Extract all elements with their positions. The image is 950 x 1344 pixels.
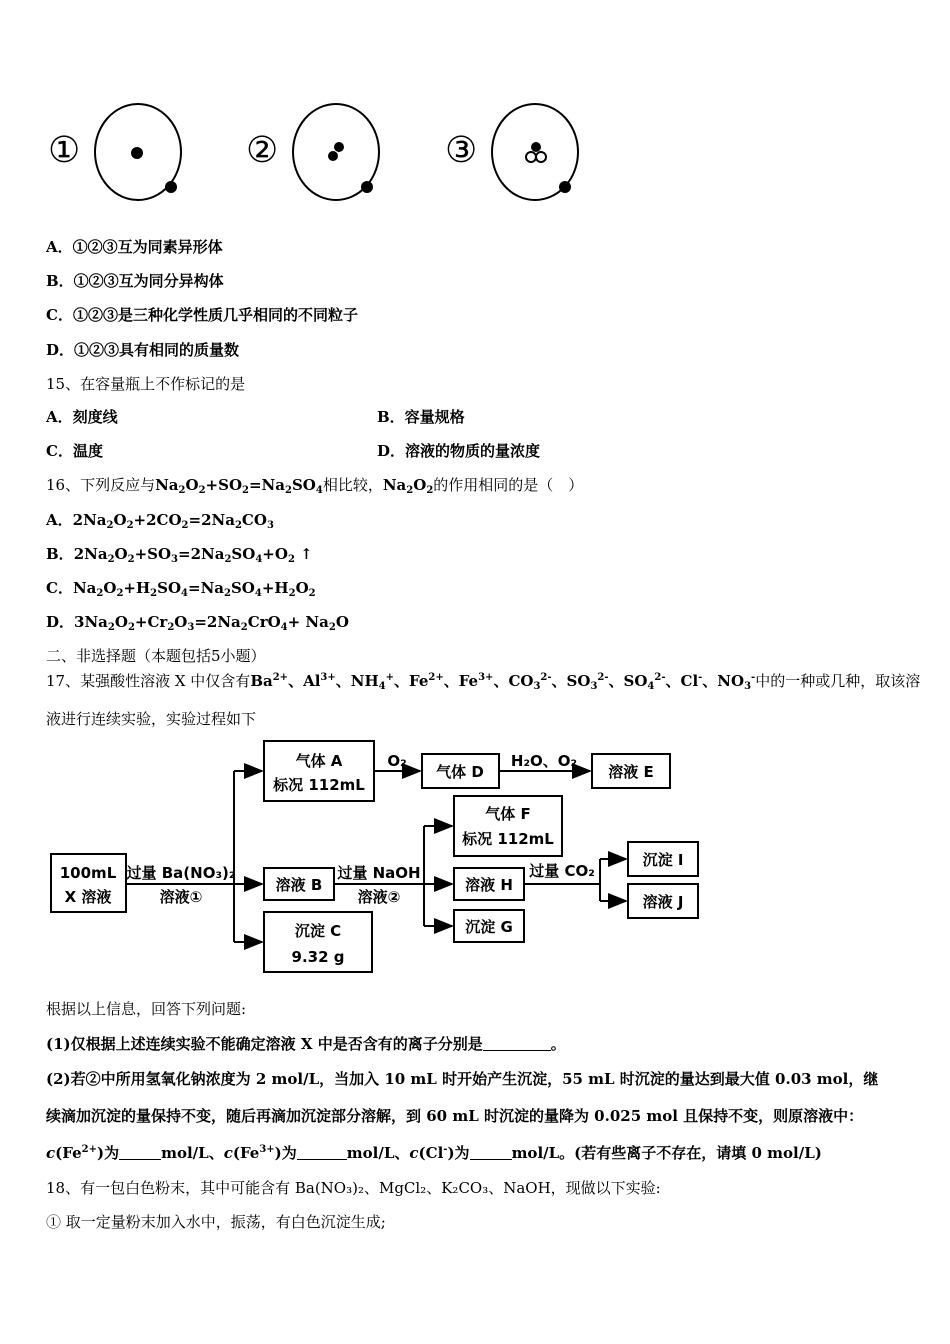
o2-label: O₂ [387,752,407,770]
gas-f-line1: 气体 F [485,805,531,823]
x-sol-line2: X 溶液 [64,888,112,906]
reagent1-top: 过量 Ba(NO₃)₂ [126,864,236,882]
q14-option-b: B．①②③互为同分异构体 [46,272,224,290]
gas-a-line1: 气体 A [295,752,343,770]
q15-stem: 15、在容量瓶上不作标记的是 [46,375,246,393]
reagent2-top: 过量 NaOH [337,864,421,882]
atom-nucleus-3b [526,152,536,162]
q17-stem-line2: 液进行连续实验，实验过程如下 [46,710,257,728]
q14-option-c: C．①②③是三种化学性质几乎相同的不同粒子 [46,306,358,324]
answer-blank-fe3[interactable] [297,1145,347,1160]
ppt-c-line1: 沉淀 C [294,922,342,940]
reagent1-bottom: 溶液① [159,888,203,906]
atom-nucleus-3c [536,152,546,162]
q17-part2-line2: 续滴加沉淀的量保持不变，随后再滴加沉淀部分溶解，到 60 mL 时沉淀的量降为 0.025 mol 且保持不变，则原溶液中： [46,1107,864,1125]
q18-step1: ① 取一定量粉末加入水中，振荡，有白色沉淀生成; [46,1213,386,1231]
q14-option-a: A．①②③互为同素异形体 [46,238,223,256]
atom-label-2: ② [246,130,279,171]
q16-stem: 16、下列反应与$Na_2O_2+SO_2=Na_2SO_4$相比较，$Na_2O_2$的作用相同的是（ ） [46,476,584,496]
gas-d-label: 气体 D [436,763,484,781]
q17-stem-line1: 17、某强酸性溶液 X 中仅含有$Ba^{2+}$、$Al^{3+}$、$NH_4^+$、$Fe^{2+}$、$Fe^{3+}$、$CO_3^{2-}$、$SO_3^{2-}$、$SO_4^{2-}$、Cl-、$NO_3^-$中的一种或几种，取该溶 [46,672,921,692]
q16-option-d: D．$3Na_2O_2+Cr_2O_3=2Na_2CrO_4+ Na_2O$ [46,613,349,633]
sol-j-label: 溶液 J [642,893,684,911]
q16-option-c: C．$Na_2O_2+H_2SO_4=Na_2SO_4+H_2O_2$ [46,579,316,599]
gas-f-line2: 标况 112mL [462,830,554,848]
h2o-o2-label: H₂O、O₂ [510,752,578,770]
sol-b-label: 溶液 B [275,876,323,894]
q17-part2-line3: $c(Fe^{2+})$为 mol/L、$c(Fe^{3+})$为 mol/L、c(Cl-)为 mol/L。(若有些离子不存在，请填 0 mol/L) [46,1144,822,1162]
atom-electron-1 [165,181,177,193]
q16-stem-start: 16、下列反应与 [46,476,156,494]
sol-e-label: 溶液 E [608,763,654,781]
ppt-c-line2: 9.32 g [291,948,345,966]
atom-nucleus-3a [531,142,541,152]
q15-option-c: C．温度 [46,442,103,460]
q17-part2-line1: (2)若②中所用氢氧化钠浓度为 2 mol/L，当加入 10 mL 时开始产生沉淀，55 mL 时沉淀的量达到最大值 0.03 mol，继 [46,1070,879,1088]
q16-stem-mid: 相比较， [322,476,383,494]
q17-intro: 根据以上信息，回答下列问题: [46,1000,247,1018]
section-2-title: 二、非选择题（本题包括5小题） [46,647,266,665]
sol-h-label: 溶液 H [465,876,513,894]
atom-nucleus-2a [328,151,338,161]
q15-option-b: B．容量规格 [377,408,465,426]
ppt-i-label: 沉淀 I [642,851,684,869]
atom-electron-3 [559,181,571,193]
q15-option-a: A．刻度线 [46,408,118,426]
atom-diagrams [40,100,600,210]
co2-label: 过量 CO₂ [529,862,595,880]
answer-blank-cl[interactable] [470,1145,512,1160]
flowchart [46,736,711,976]
q16-option-a: A．$2Na_2O_2+2CO_2=2Na_2CO_3$ [46,511,274,531]
q14-option-d: D．①②③具有相同的质量数 [46,341,240,359]
answer-blank-1[interactable] [483,1036,551,1051]
q16-option-b: B．$2Na_2O_2+SO_3=2Na_2SO_4+O_2$ ↑ [46,545,313,565]
atom-nucleus-2b [334,142,344,152]
atom-label-1: ① [48,130,81,171]
q15-option-d: D．溶液的物质的量浓度 [377,442,541,460]
atom-label-3: ③ [445,130,478,171]
atom-nucleus-1 [131,147,143,159]
answer-blank-fe2[interactable] [119,1145,161,1160]
q16-stem-end: 的作用相同的是（ ） [433,476,584,494]
x-sol-line1: 100mL [59,864,117,882]
atom-electron-2 [361,181,373,193]
ppt-g-label: 沉淀 G [465,918,513,936]
q18-stem: 18、有一包白色粉末，其中可能含有 Ba(NO₃)₂、MgCl₂、K₂CO₃、NaOH，现做以下实验: [46,1179,661,1197]
reagent2-bottom: 溶液② [357,888,401,906]
gas-a-line2: 标况 112mL [273,776,365,794]
q17-part1: (1)仅根据上述连续实验不能确定溶液 X 中是否含有的离子分别是 。 [46,1035,566,1053]
